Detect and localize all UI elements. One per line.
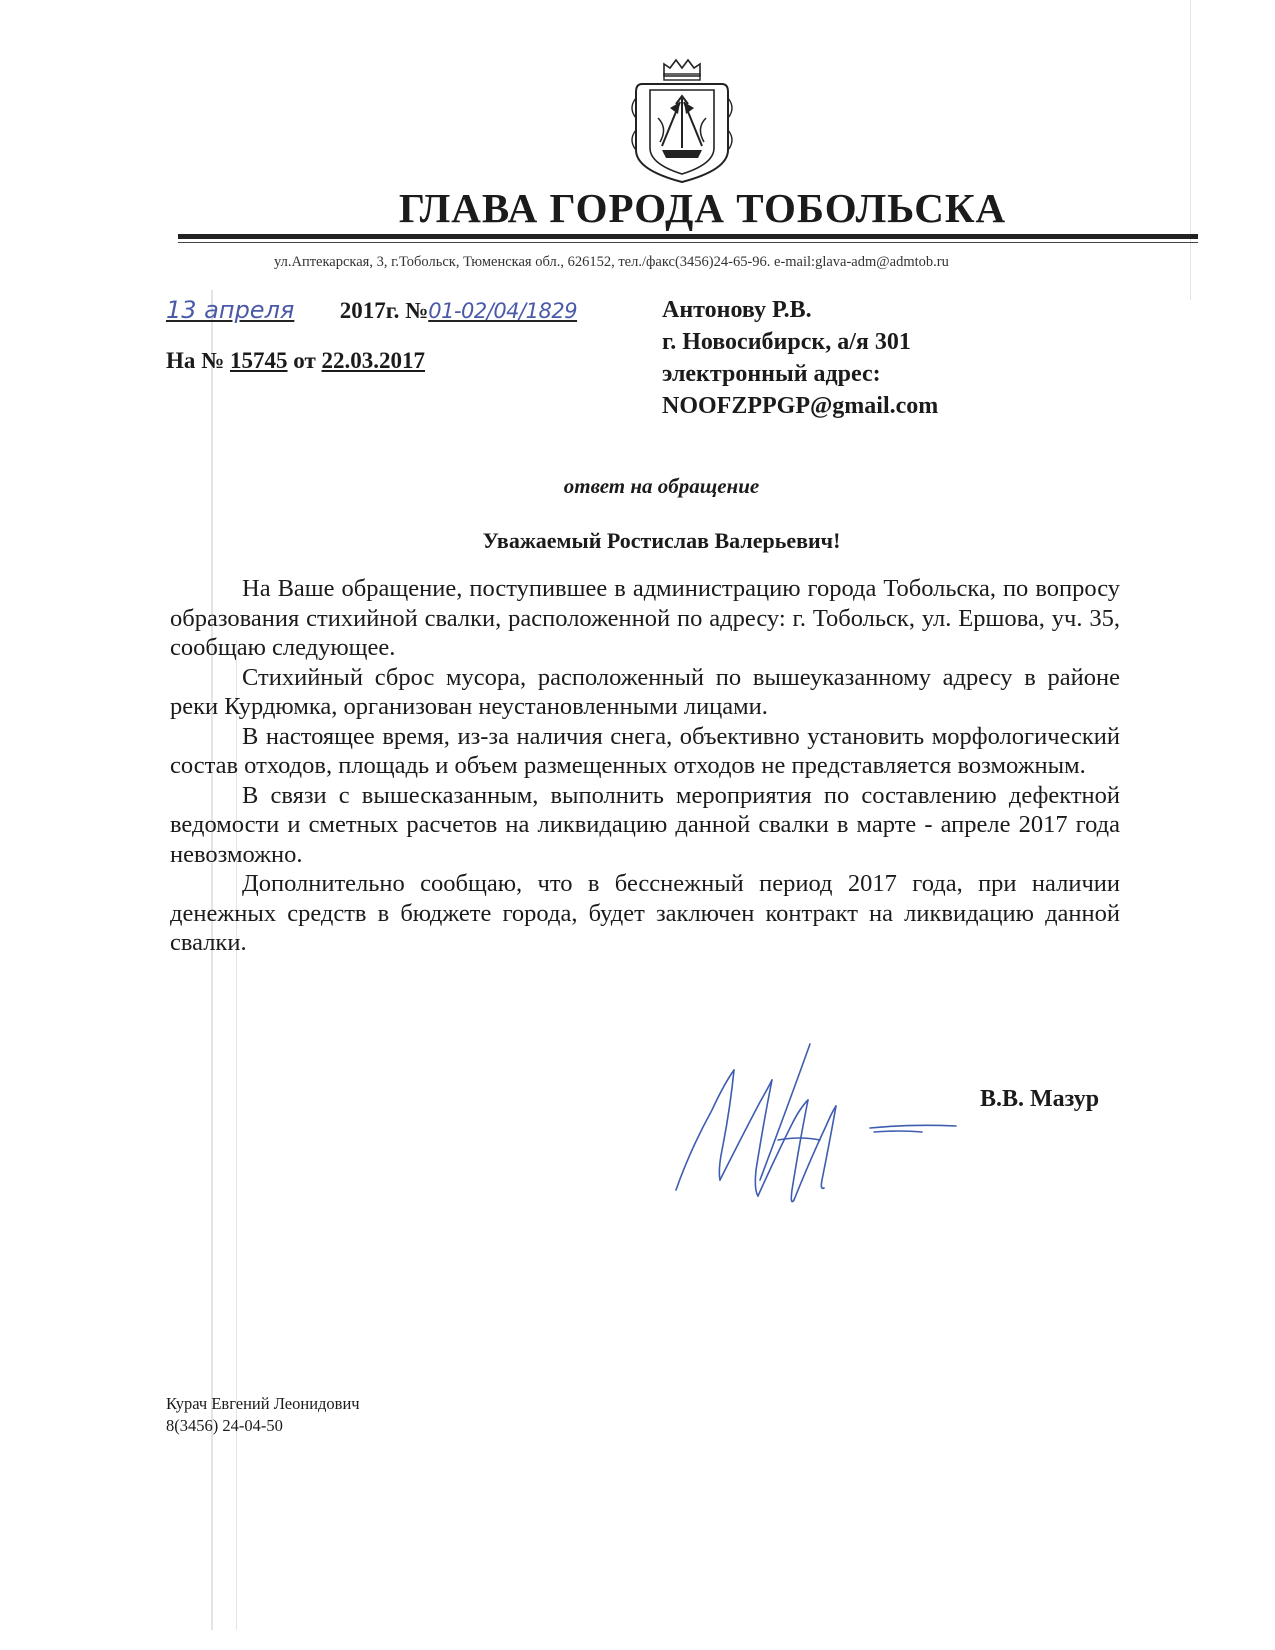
handwritten-signature bbox=[660, 1040, 960, 1210]
addressee-address: г. Новосибирск, а/я 301 bbox=[662, 329, 911, 355]
header-rule-thin bbox=[178, 242, 1198, 243]
body-paragraph: В настоящее время, из-за наличия снега, объективно установить морфологический состав отходов, площадь и объем размещенных отходов не представляется возможным. bbox=[170, 722, 1120, 779]
incoming-date: 22.03.2017 bbox=[321, 348, 426, 373]
incoming-prefix: На № bbox=[166, 348, 225, 373]
organization-title: ГЛАВА ГОРОДА ТОБОЛЬСКА bbox=[398, 185, 1007, 231]
header-rule bbox=[178, 234, 1198, 239]
body-paragraph: Дополнительно сообщаю, что в бесснежный период 2017 года, при наличии денежных средств в бюджете города, будет заключен контракт на ликвидацию данной свалки. bbox=[170, 870, 1120, 956]
outgoing-year: 2017г. № bbox=[339, 298, 429, 323]
handwritten-date: 13 апреля bbox=[166, 296, 295, 324]
incoming-from: от bbox=[293, 348, 316, 373]
signer-name: В.В. Мазур bbox=[980, 1086, 1100, 1112]
letter-subject: ответ на обращение bbox=[563, 474, 760, 498]
incoming-reference bbox=[166, 348, 425, 374]
body-paragraph: В связи с вышесказанным, выполнить мероприятия по составлению дефектной ведомости и сметных расчетов на ликвидацию данной свалки в марте - апреле 2017 года невозможно. bbox=[170, 781, 1120, 868]
coat-of-arms-icon bbox=[628, 58, 736, 186]
letter-body bbox=[170, 574, 1120, 958]
outgoing-reference bbox=[166, 296, 577, 324]
body-paragraph: Стихийный сброс мусора, расположенный по вышеуказанному адресу в районе реки Курдюмка, организован неустановленными лицами. bbox=[170, 663, 1120, 720]
executor-block bbox=[166, 1393, 360, 1437]
addressee-email: NOOFZPPGP@gmail.com bbox=[662, 393, 939, 419]
executor-phone: 8(3456) 24-04-50 bbox=[166, 1416, 283, 1435]
incoming-number: 15745 bbox=[230, 348, 288, 373]
addressee-block bbox=[662, 294, 938, 422]
addressee-email-label: электронный адрес: bbox=[662, 361, 881, 387]
executor-name: Курач Евгений Леонидович bbox=[166, 1394, 360, 1413]
body-paragraph: На Ваше обращение, поступившее в администрацию города Тобольска, по вопросу образования стихийной свалки, расположенной по адресу: г. Тобольск, ул. Ершова, уч. 35, сообщаю следующее. bbox=[170, 575, 1120, 661]
salutation: Уважаемый Ростислав Валерьевич! bbox=[482, 528, 841, 553]
addressee-name: Антонову Р.В. bbox=[662, 297, 812, 323]
scan-artifact bbox=[1190, 0, 1191, 300]
contact-line: ул.Аптекарская, 3, г.Тобольск, Тюменская обл., 626152, тел./факс(3456)24-65-96. e-mail:glava-adm@admtob.ru bbox=[274, 254, 949, 270]
handwritten-number: 01-02/04/1829 bbox=[428, 299, 578, 323]
